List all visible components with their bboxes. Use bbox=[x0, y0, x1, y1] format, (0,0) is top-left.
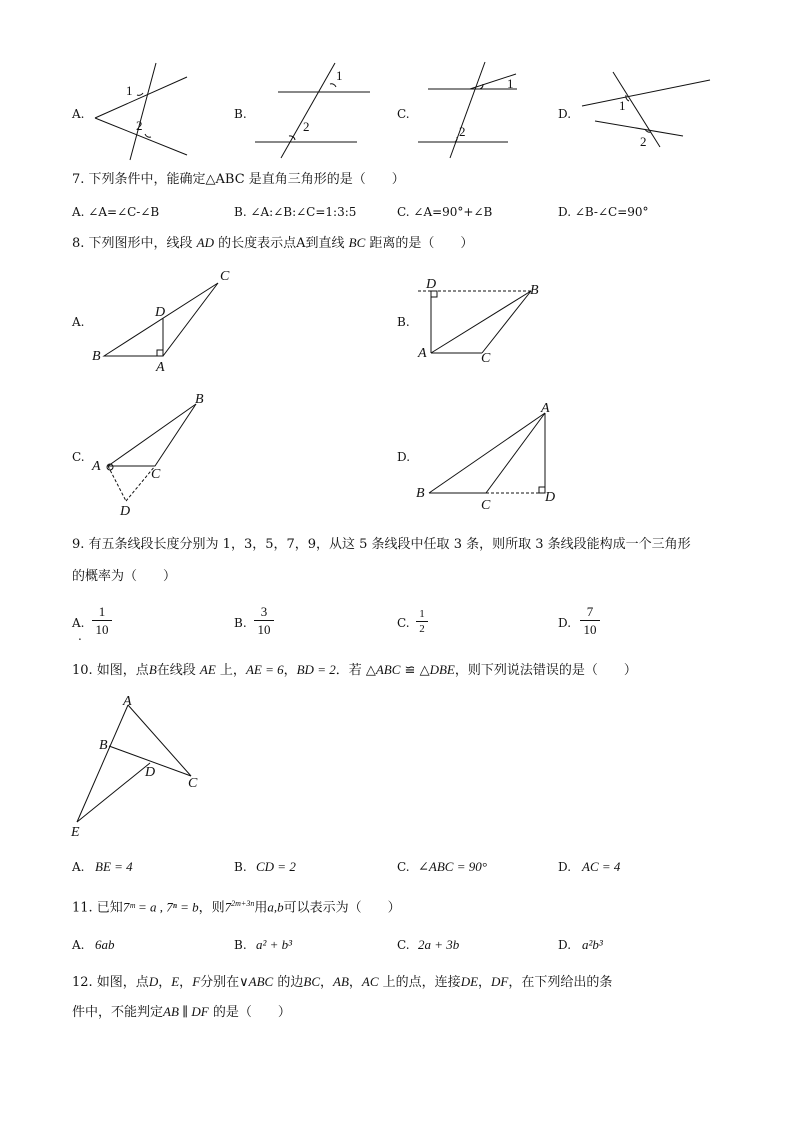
q6-option-a[interactable]: A. bbox=[72, 107, 85, 121]
q6d-label-2: 2 bbox=[640, 134, 647, 149]
q11-option-a-math: 6ab bbox=[95, 937, 115, 952]
q8-option-a[interactable]: A. bbox=[72, 315, 85, 329]
q11-option-a[interactable]: A. bbox=[72, 938, 85, 952]
q11-option-d[interactable]: D. bbox=[558, 938, 572, 952]
q7-option-b[interactable]: B. ∠A:∠B:∠C=1:3:5 bbox=[234, 205, 357, 219]
q8d-label-d: D bbox=[545, 490, 556, 505]
q8-option-b[interactable]: B. bbox=[397, 315, 410, 329]
q9-option-b[interactable]: B. bbox=[234, 616, 247, 630]
q9-option-a[interactable]: A. bbox=[72, 616, 85, 630]
q8-option-c[interactable]: C. bbox=[72, 450, 85, 464]
q8b-label-d: D bbox=[426, 277, 437, 292]
q6-figure-c bbox=[418, 62, 517, 158]
q9-fraction-a: 1 10 bbox=[92, 604, 112, 637]
q8a-label-c: C bbox=[220, 269, 230, 284]
q8-stem: 8. 下列图形中，线段 AD 的长度表示点A到直线 BC 距离的是（ ） bbox=[72, 235, 474, 251]
q6b-label-2: 2 bbox=[303, 119, 310, 134]
q6-option-d[interactable]: D. bbox=[558, 107, 572, 121]
q8-figure-d bbox=[416, 401, 555, 513]
q6-option-b[interactable]: B. bbox=[234, 107, 247, 121]
q10-figure bbox=[70, 694, 198, 840]
q6-figure-d bbox=[582, 72, 710, 149]
q6-figure-a bbox=[95, 63, 187, 160]
q8c-label-b: B bbox=[195, 392, 204, 407]
q10-label-b: B bbox=[99, 738, 108, 753]
q6b-label-1: 1 bbox=[336, 68, 343, 83]
q8-option-d[interactable]: D. bbox=[397, 450, 411, 464]
q9-stem-line2: 的概率为（ ） bbox=[72, 569, 177, 584]
q9-option-d[interactable]: D. bbox=[558, 616, 572, 630]
q10-option-d[interactable]: D. bbox=[558, 860, 572, 874]
q6d-label-1: 1 bbox=[619, 98, 626, 113]
q8a-label-b: B bbox=[92, 349, 101, 364]
q10-option-a-math: BE = 4 bbox=[95, 859, 133, 874]
q7-option-a[interactable]: A. ∠A=∠C-∠B bbox=[72, 205, 160, 219]
q7-option-c[interactable]: C. ∠A=90°+∠B bbox=[397, 205, 493, 219]
q9-option-a-dot: . bbox=[78, 629, 82, 643]
q8c-label-c: C bbox=[151, 467, 161, 482]
q6c-label-1: 1 bbox=[507, 76, 514, 91]
q10-label-c: C bbox=[188, 776, 198, 791]
q9-stem-line1: 9. 有五条线段长度分别为 1，3，5，7，9，从这 5 条线段中任取 3 条，则所取 3 条线段能构成一个三角形 bbox=[72, 537, 691, 552]
q10-stem: 10. 如图，点B在线段 AE 上，AE = 6，BD = 2．若 △ABC ≌ △DBE，则下列说法错误的是（ ） bbox=[72, 662, 637, 678]
q9-option-c[interactable]: C. bbox=[397, 616, 410, 630]
q10-option-b[interactable]: B. bbox=[234, 860, 247, 874]
q9-fraction-b: 3 10 bbox=[254, 604, 274, 637]
q11-option-b-math: a² + b³ bbox=[256, 937, 293, 952]
q10-label-a: A bbox=[123, 694, 132, 709]
q6a-label-1: 1 bbox=[126, 83, 133, 98]
q6a-label-2: 2 bbox=[136, 118, 143, 133]
q8-figure-a bbox=[92, 269, 230, 375]
q7-stem: 7. 下列条件中，能确定△ABC 是直角三角形的是（ ） bbox=[72, 172, 405, 187]
q8c-label-a: A bbox=[92, 459, 101, 474]
q8d-label-a: A bbox=[541, 401, 550, 416]
q8b-label-a: A bbox=[418, 346, 427, 361]
q12-stem-line2: 件中，不能判定AB ∥ DF 的是（ ） bbox=[72, 1004, 291, 1020]
q8b-label-c: C bbox=[481, 351, 491, 366]
q7-option-d[interactable]: D. ∠B-∠C=90° bbox=[558, 205, 649, 219]
q8-figure-c bbox=[91, 392, 204, 519]
q8d-label-c: C bbox=[481, 498, 491, 513]
q12-stem-line1: 12. 如图，点D，E，F分别在∨ABC 的边BC，AB，AC 上的点，连接DE，DF，在下列给出的条 bbox=[72, 974, 613, 990]
q10-label-e: E bbox=[71, 825, 80, 840]
q8c-label-d: D bbox=[120, 504, 131, 519]
q10-label-d: D bbox=[145, 765, 156, 780]
q9-fraction-c: 1 2 bbox=[416, 608, 428, 635]
q10-option-b-math: CD = 2 bbox=[256, 859, 296, 874]
q8a-label-a: A bbox=[156, 360, 165, 375]
q10-option-c-math: ∠ABC = 90° bbox=[418, 859, 487, 874]
q10-option-d-math: AC = 4 bbox=[582, 859, 621, 874]
q8-figure-b bbox=[417, 277, 539, 366]
q10-option-c[interactable]: C. bbox=[397, 860, 410, 874]
q11-option-c-math: 2a + 3b bbox=[418, 937, 460, 952]
q9-fraction-d: 7 10 bbox=[580, 604, 600, 637]
q11-option-c[interactable]: C. bbox=[397, 938, 410, 952]
q6c-label-2: 2 bbox=[459, 124, 466, 139]
q6-option-c[interactable]: C. bbox=[397, 107, 410, 121]
q8b-label-b: B bbox=[530, 283, 539, 298]
q8d-label-b: B bbox=[416, 486, 425, 501]
q11-option-b[interactable]: B. bbox=[234, 938, 247, 952]
q11-stem: 11. 已知7ᵐ = a , 7ⁿ = b，则$7^{2m+3n}$用a,b可以表示为（ ） bbox=[72, 899, 401, 916]
q11-option-d-math: a²b³ bbox=[582, 937, 603, 952]
q10-option-a[interactable]: A. bbox=[72, 860, 85, 874]
q8a-label-d: D bbox=[155, 305, 166, 320]
q6-figure-b bbox=[255, 63, 370, 158]
